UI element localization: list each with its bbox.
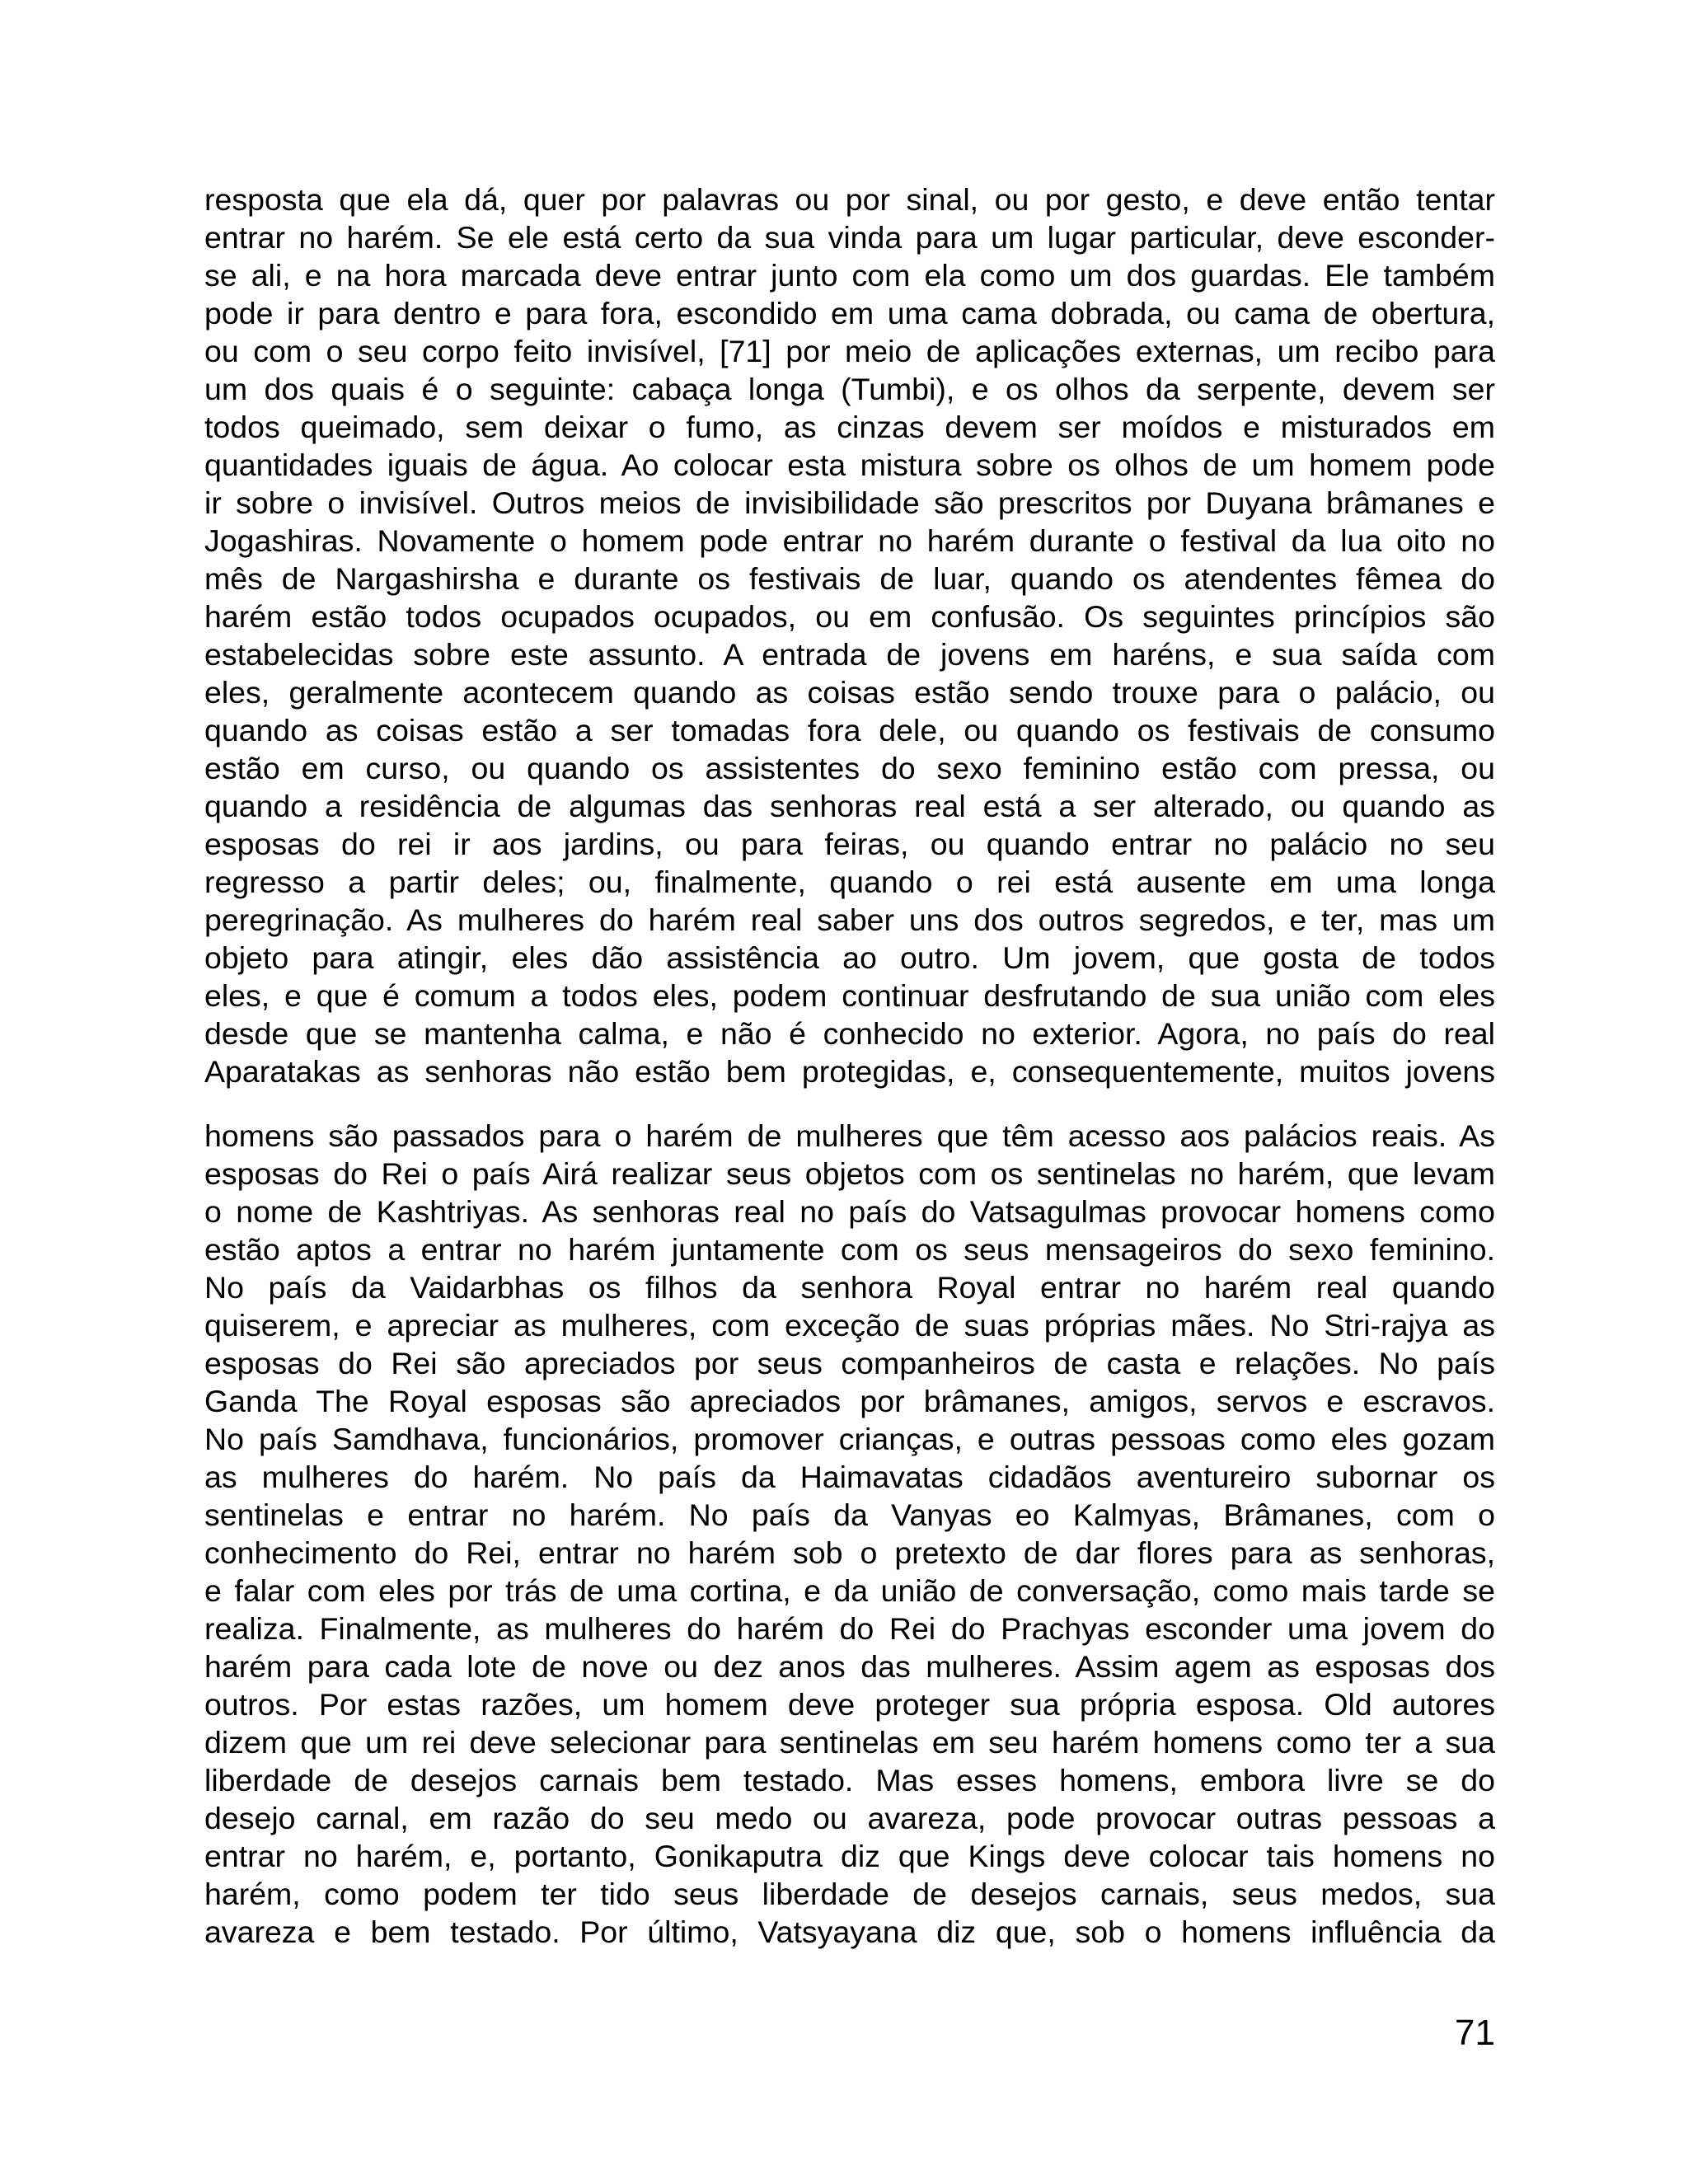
- text-line: entrar no harém. Se ele está certo da sua vinda para um lugar particular, deve esconder-: [204, 220, 1495, 255]
- text-line: resposta que ela dá, quer por palavras ou por sinal, ou por gesto, e deve então tentar: [204, 182, 1495, 217]
- text-line: Aparatakas as senhoras não estão bem protegidas, e, consequentemente, muitos jovens: [204, 1054, 1495, 1089]
- text-line: No país Samdhava, funcionários, promover crianças, e outras pessoas como eles gozam: [204, 1422, 1495, 1456]
- text-line: mês de Nargashirsha e durante os festivais de luar, quando os atendentes fêmea do: [204, 561, 1495, 596]
- text-line: esposas do rei ir aos jardins, ou para feiras, ou quando entrar no palácio no seu: [204, 827, 1495, 861]
- text-line: quando as coisas estão a ser tomadas fora dele, ou quando os festivais de consumo: [204, 713, 1495, 748]
- text-line: conhecimento do Rei, entrar no harém sob o pretexto de dar flores para as senhoras,: [204, 1535, 1495, 1570]
- paragraph-bottom: [204, 1117, 1495, 1951]
- text-line: No país da Vaidarbhas os filhos da senhora Royal entrar no harém real quando: [204, 1270, 1495, 1305]
- text-line: liberdade de desejos carnais bem testado. Mas esses homens, embora livre se do: [204, 1763, 1495, 1797]
- text-line: sentinelas e entrar no harém. No país da Vanyas eo Kalmyas, Brâmanes, com o: [204, 1497, 1495, 1532]
- text-line: quiserem, e apreciar as mulheres, com exceção de suas próprias mães. No Stri-rajya as: [204, 1308, 1495, 1343]
- text-line: regresso a partir deles; ou, finalmente, quando o rei está ausente em uma longa: [204, 865, 1495, 899]
- text-line: objeto para atingir, eles dão assistência ao outro. Um jovem, que gosta de todos: [204, 940, 1495, 975]
- text-line: harém estão todos ocupados ocupados, ou em confusão. Os seguintes princípios são: [204, 599, 1495, 634]
- text-line: quantidades iguais de água. Ao colocar esta mistura sobre os olhos de um homem pode: [204, 448, 1495, 482]
- text-line: Jogashiras. Novamente o homem pode entrar no harém durante o festival da lua oito no: [204, 523, 1495, 558]
- text-line: entrar no harém, e, portanto, Gonikaputra diz que Kings deve colocar tais homens no: [204, 1839, 1495, 1873]
- text-line: eles, e que é comum a todos eles, podem continuar desfrutando de sua união com eles: [204, 978, 1495, 1013]
- text-line: Ganda The Royal esposas são apreciados por brâmanes, amigos, servos e escravos.: [204, 1384, 1495, 1418]
- text-line: dizem que um rei deve selecionar para sentinelas em seu harém homens como ter a sua: [204, 1725, 1495, 1760]
- text-line: as mulheres do harém. No país da Haimavatas cidadãos aventureiro subornar os: [204, 1460, 1495, 1494]
- text-line: harém para cada lote de nove ou dez anos das mulheres. Assim agem as esposas dos: [204, 1649, 1495, 1684]
- text-line: e falar com eles por trás de uma cortina, e da união de conversação, como mais tarde se: [204, 1573, 1495, 1608]
- text-line: desejo carnal, em razão do seu medo ou avareza, pode provocar outras pessoas a: [204, 1801, 1495, 1835]
- text-line: ou com o seu corpo feito invisível, [71] por meio de aplicações externas, um recibo para: [204, 334, 1495, 368]
- text-line: todos queimado, sem deixar o fumo, as cinzas devem ser moídos e misturados em: [204, 410, 1495, 444]
- text-line: eles, geralmente acontecem quando as coisas estão sendo trouxe para o palácio, ou: [204, 675, 1495, 710]
- text-line: o nome de Kashtriyas. As senhoras real no país do Vatsagulmas provocar homens como: [204, 1194, 1495, 1229]
- page-number: 71: [1455, 2013, 1495, 2053]
- text-line: realiza. Finalmente, as mulheres do harém do Rei do Prachyas esconder uma jovem do: [204, 1611, 1495, 1646]
- text-line: peregrinação. As mulheres do harém real saber uns dos outros segredos, e ter, mas um: [204, 902, 1495, 937]
- text-line: quando a residência de algumas das senhoras real está a ser alterado, ou quando as: [204, 789, 1495, 823]
- text-line: outros. Por estas razões, um homem deve proteger sua própria esposa. Old autores: [204, 1687, 1495, 1722]
- text-line: esposas do Rei o país Airá realizar seus objetos com os sentinelas no harém, que levam: [204, 1156, 1495, 1191]
- text-line: homens são passados para o harém de mulheres que têm acesso aos palácios reais. As: [204, 1118, 1495, 1153]
- paragraph-top: [204, 180, 1495, 1090]
- text-line: harém, como podem ter tido seus liberdade de desejos carnais, seus medos, sua: [204, 1877, 1495, 1911]
- text-line: estabelecidas sobre este assunto. A entrada de jovens em haréns, e sua saída com: [204, 637, 1495, 672]
- text-line: esposas do Rei são apreciados por seus companheiros de casta e relações. No país: [204, 1346, 1495, 1380]
- text-line: pode ir para dentro e para fora, escondido em uma cama dobrada, ou cama de obertura,: [204, 296, 1495, 330]
- text-line: desde que se mantenha calma, e não é conhecido no exterior. Agora, no país do real: [204, 1016, 1495, 1051]
- text-line: se ali, e na hora marcada deve entrar junto com ela como um dos guardas. Ele também: [204, 258, 1495, 293]
- text-line: um dos quais é o seguinte: cabaça longa (Tumbi), e os olhos da serpente, devem ser: [204, 372, 1495, 406]
- text-line: avareza e bem testado. Por último, Vatsyayana diz que, sob o homens influência da: [204, 1915, 1495, 1949]
- text-line: estão aptos a entrar no harém juntamente com os seus mensageiros do sexo feminino.: [204, 1232, 1495, 1267]
- text-line: ir sobre o invisível. Outros meios de invisibilidade são prescritos por Duyana brâmanes e: [204, 485, 1495, 520]
- text-line: estão em curso, ou quando os assistentes do sexo feminino estão com pressa, ou: [204, 751, 1495, 785]
